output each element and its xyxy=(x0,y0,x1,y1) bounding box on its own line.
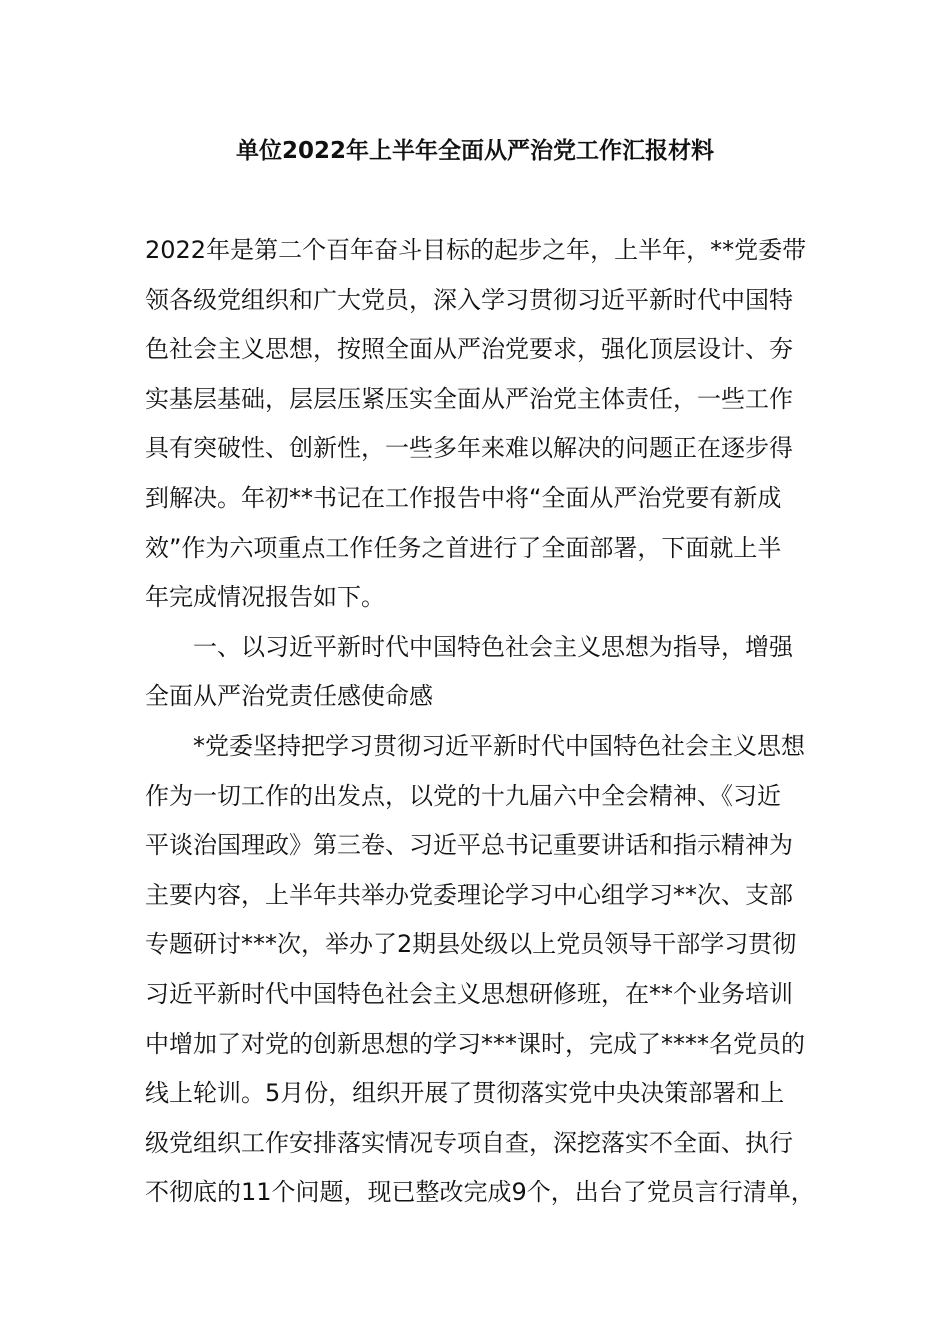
document-title: 单位2022年上半年全面从严治党工作汇报材料 xyxy=(235,138,714,164)
body-line: 线上轮训。5月份，组织开展了贯彻落实党中央决策部署和上 xyxy=(145,1079,785,1108)
body-line: 到解决。年初**书记在工作报告中将“全面从严治党要有新成 xyxy=(145,483,782,512)
body-line: 具有突破性、创新性，一些多年来难以解决的问题正在逐步得 xyxy=(145,434,793,463)
body-line: 全面从严治党责任感使命感 xyxy=(145,682,433,711)
body-line: 主要内容，上半年共举办党委理论学习中心组学习**次、支部 xyxy=(145,880,793,909)
body-line: 效”作为六项重点工作任务之首进行了全面部署，下面就上半 xyxy=(145,533,782,562)
body-line: 年完成情况报告如下。 xyxy=(145,583,385,612)
body-line: 习近平新时代中国特色社会主义思想研修班，在**个业务培训 xyxy=(145,979,793,1008)
body-line: 2022年是第二个百年奋斗目标的起步之年，上半年，**党委带 xyxy=(145,236,807,264)
body-line: 专题研讨***次，举办了2期县处级以上党员领导干部学习贯彻 xyxy=(145,930,797,959)
body-line: 一、以习近平新时代中国特色社会主义思想为指导，增强 xyxy=(193,632,793,661)
body-line: 作为一切工作的出发点，以党的十九届六中全会精神、《习近 xyxy=(145,781,781,810)
body-line: 中增加了对党的创新思想的学习***课时，完成了****名党员的 xyxy=(145,1029,805,1058)
document-body xyxy=(145,226,815,1218)
body-line: 平谈治国理政》第三卷、习近平总书记重要讲话和指示精神为 xyxy=(145,831,793,860)
body-line: 领各级党组织和广大党员，深入学习贯彻习近平新时代中国特 xyxy=(145,285,793,314)
body-line: 实基层基础，层层压紧压实全面从严治党主体责任，一些工作 xyxy=(145,384,793,413)
body-line: 级党组织工作安排落实情况专项自查，深挖落实不全面、执行 xyxy=(145,1128,793,1157)
body-line: 色社会主义思想，按照全面从严治党要求，强化顶层设计、夯 xyxy=(145,335,793,364)
body-line: *党委坚持把学习贯彻习近平新时代中国特色社会主义思想 xyxy=(193,731,805,760)
body-line: 不彻底的11个问题，现已整改完成9个，出台了党员言行清单， xyxy=(145,1178,815,1207)
